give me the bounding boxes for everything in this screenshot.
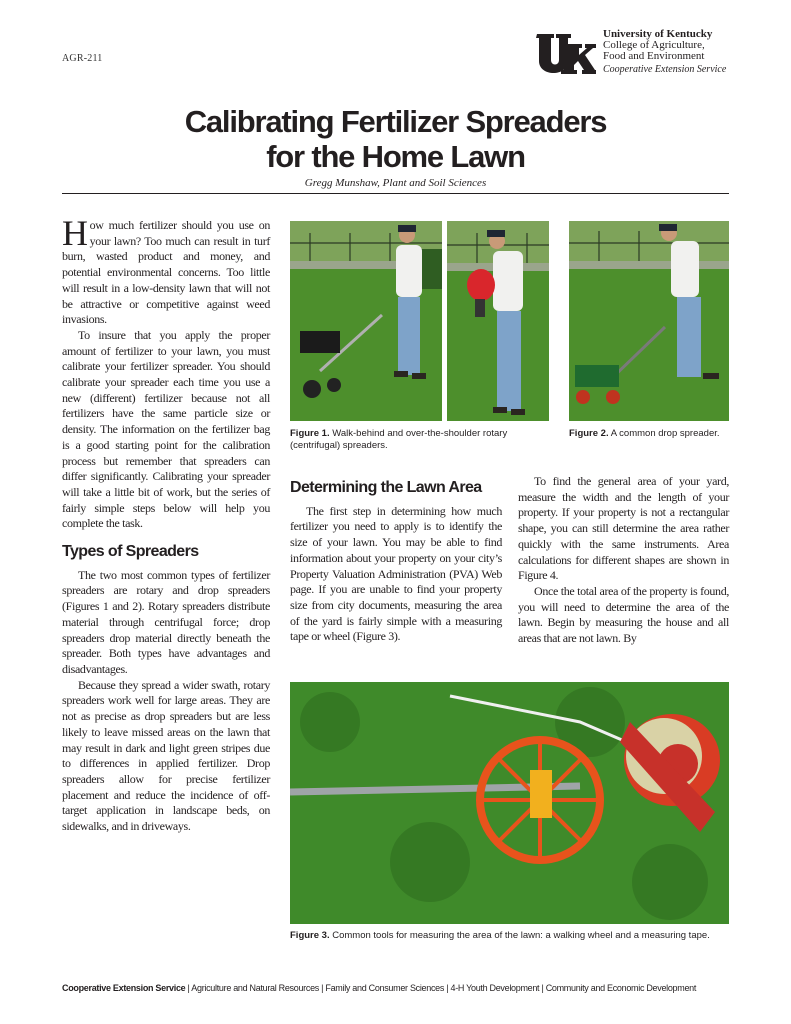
- figure-1-caption: [290, 428, 550, 452]
- title-line-1: Calibrating Fertilizer Spreaders: [184, 104, 607, 139]
- title-divider: [62, 193, 729, 194]
- college-line-2: Food and Environment: [603, 50, 705, 62]
- text-column-1: [62, 213, 270, 835]
- figure-1-label: Figure 1.: [290, 428, 330, 439]
- title-line-2: for the Home Lawn: [266, 139, 525, 174]
- figure-1-text: Walk-behind and over-the-shoulder rotary (centrifugal) spreaders.: [290, 428, 508, 451]
- text-column-2: [290, 468, 502, 645]
- figure-2-text: A common drop spreader.: [610, 428, 720, 439]
- footer: [62, 983, 742, 993]
- institution-block: [603, 29, 726, 75]
- figure-2-caption: [569, 428, 729, 440]
- footer-service: Cooperative Extension Service: [62, 983, 186, 993]
- figure-3-text: Common tools for measuring the area of the lawn: a walking wheel and a measuring tape.: [332, 930, 710, 941]
- drop-cap: H: [62, 213, 88, 253]
- uk-logo: [536, 32, 596, 78]
- footer-programs: | Agriculture and Natural Resources | Family and Consumer Sciences | 4-H Youth Development | Community and Economic Development: [185, 983, 697, 993]
- service-name: Cooperative Extension Service: [603, 64, 727, 75]
- college-line-1: College of Agriculture,: [603, 39, 705, 51]
- figure-3-photo-measuring-tools: [290, 682, 729, 924]
- intro-paragraph: [62, 213, 270, 328]
- heading-determining-lawn-area: Determining the Lawn Area: [290, 479, 482, 496]
- university-name: University of Kentucky: [603, 28, 713, 40]
- figure-3-caption: [290, 930, 729, 942]
- figure-3-label: Figure 3.: [290, 930, 330, 941]
- figure-2-label: Figure 2.: [569, 428, 609, 439]
- paragraph-lawn-area: Once the total area of the property is found, you will need to determine the area of the lawn. Begin by measuring the house and all areas that are not lawn. By: [518, 583, 729, 646]
- paragraph-types: The two most common types of fertilizer spreaders are rotary and drop spreaders (Figures 1 and 2). Rotary spreaders distribute material through centrifugal force; drop spreaders drop material directly beneath the spreader. Both types have advantages and disadvantages.: [62, 567, 270, 676]
- document-number: AGR-211: [62, 53, 103, 64]
- heading-types-of-spreaders: Types of Spreaders: [62, 543, 199, 561]
- figure-2-photo-drop-spreader: [569, 221, 729, 421]
- text-column-3: [518, 474, 729, 647]
- paragraph-yard-area: To find the general area of your yard, measure the width and the length of your property. If your property is not a rectangular shape, you can still determine the area rather quickly with the same instruments. Area calculations for different shapes are shown in Figure 4.: [518, 474, 729, 583]
- figure-1-photo-walk-behind: [290, 221, 442, 421]
- paragraph-lawn-size: The first step in determining how much fertilizer you need to apply is to identify the size of your lawn. You may be able to find information about your property on your city’s Property Valuation Administration (PVA) Web page. If you are unable to find your property size from city documents, measuring the area of the yard is fairly simple with a measuring tape or wheel (Figure 3).: [290, 503, 502, 644]
- intro-text: ow much fertilizer should you use on your lawn? Too much can result in turf burn, wasted product and money, and potential environmental concerns. Too little will result in a low-density lawn that will not be attractive or competitive against weed invasions.: [62, 218, 270, 327]
- paragraph-rotary: Because they spread a wider swath, rotary spreaders work well for large areas. They are not as precise as drop spreaders but are less likely to leave missed areas on the lawn that may result in dark and light green stripes due to differences in applied fertilizer. Drop spreaders allow for precise fertilizer placement and reduce the incidence of off-target application in landscape beds, on sidewalks, and in driveways.: [62, 677, 270, 834]
- page-title: [0, 104, 791, 174]
- paragraph-calibrate: To insure that you apply the proper amount of fertilizer to your lawn, you must calibrate your fertilizer spreader. You should calibrate your spreader each time you use a new (different) fertilizer because not all fertilizers have the same particle size or density. The information on the fertilizer bag is a good starting point for the calibration process but remember that spreaders can differ significantly. Calibrating your spreader will take a little bit of work, but the series of fairly simple steps below will help you complete the task.: [62, 327, 270, 531]
- figure-1-photo-over-shoulder: [447, 221, 549, 421]
- author-line: Gregg Munshaw, Plant and Soil Sciences: [304, 177, 487, 189]
